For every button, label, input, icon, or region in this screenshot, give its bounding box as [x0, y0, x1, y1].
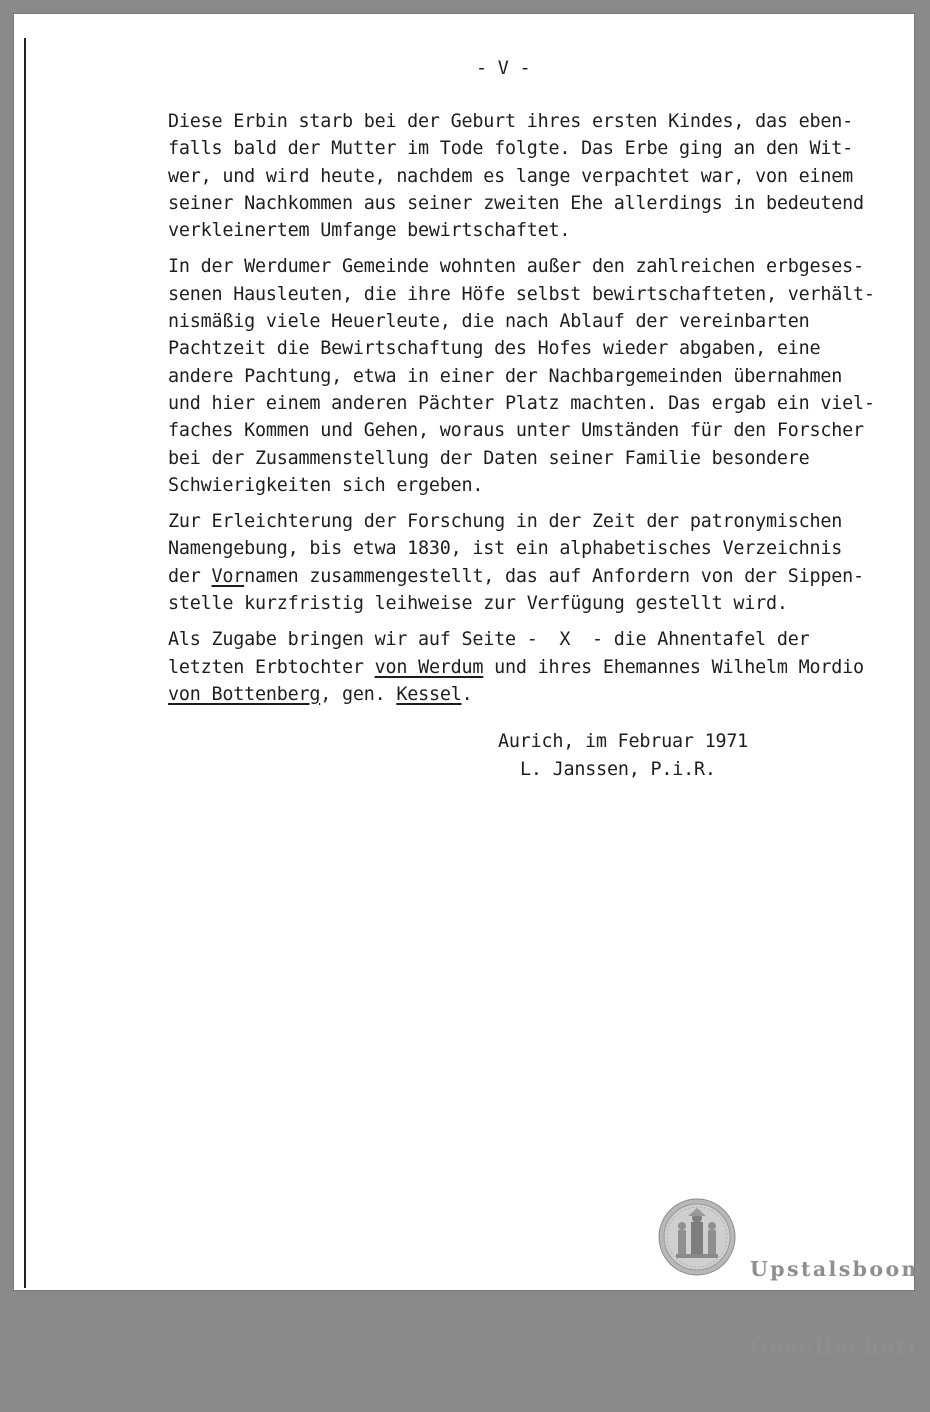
underlined-text: Vor [211, 565, 245, 587]
paragraph-4 [168, 626, 898, 708]
text-line: senen Hausleuten, die ihre Höfe selbst bewirtschafteten, verhält- [168, 283, 875, 305]
text-line: und hier einem anderen Pächter Platz machten. Das ergab ein viel- [168, 392, 875, 414]
text-line: falls bald der Mutter im Tode folgte. Das Erbe ging an den Wit- [168, 138, 853, 160]
text-line-with-underline [168, 563, 898, 590]
text-line: seiner Nachkommen aus seiner zweiten Ehe allerdings in bedeutend [168, 192, 864, 214]
text-line: wer, und wird heute, nachdem es lange verpachtet war, von einem [168, 165, 853, 187]
text-line: faches Kommen und Gehen, woraus unter Umständen für den Forscher [168, 420, 864, 442]
text-segment: und ihres Ehemannes Wilhelm Mordio [483, 656, 864, 678]
document-page [14, 14, 926, 1359]
text-line: nismäßig viele Heuerleute, die nach Ablauf der vereinbarten [168, 311, 810, 333]
text-segment: der [168, 565, 212, 587]
paragraph-1 [168, 108, 898, 244]
signature-name: L. Janssen, P.i.R. [520, 759, 716, 780]
logo-text [750, 1204, 926, 1412]
page-number: - V - [476, 58, 531, 79]
underlined-text: von Werdum [374, 656, 484, 678]
underlined-text: Kessel [396, 683, 462, 705]
paragraph-2 [168, 253, 898, 499]
text-line: Als Zugabe bringen wir auf Seite - X - die Ahnentafel der [168, 629, 810, 651]
text-segment: , gen. [320, 683, 397, 705]
text-line: In der Werdumer Gemeinde wohnten außer den zahlreichen erbgeses- [168, 256, 864, 278]
text-segment: . [461, 683, 473, 705]
text-line: andere Pachtung, etwa in einer der Nachbargemeinden übernahmen [168, 365, 843, 387]
place-date: Aurich, im Februar 1971 [498, 731, 749, 752]
text-line: Pachtzeit die Bewirtschaftung des Hofes wieder abgaben, eine [168, 338, 821, 360]
text-line-with-underline [168, 654, 898, 681]
text-segment: namen zusammengestellt, das auf Anfordern von der Sippen- [244, 565, 864, 587]
logo-line-2: Gesellschaft [750, 1335, 921, 1359]
text-line: verkleinertem Umfange bewirtschaftet. [168, 220, 571, 242]
upstalsboom-seal-icon [658, 1198, 736, 1276]
text-segment: letzten Erbtochter [168, 656, 375, 678]
text-line: Diese Erbin starb bei der Geburt ihres ersten Kindes, das eben- [168, 111, 853, 132]
paragraph-3 [168, 508, 898, 617]
logo-line-1: Upstalsboom [750, 1257, 926, 1281]
text-line: Namengebung, bis etwa 1830, ist ein alphabetisches Verzeichnis [168, 538, 843, 560]
underlined-text: von Bottenberg [168, 683, 321, 705]
text-line: bei der Zusammenstellung der Daten seiner Familie besondere [168, 447, 810, 469]
text-line: stelle kurzfristig leihweise zur Verfügung gestellt wird. [168, 593, 788, 615]
body-text [168, 108, 898, 717]
text-line: Zur Erleichterung der Forschung in der Zeit der patronymischen [168, 511, 843, 533]
text-line-with-underline [168, 681, 898, 708]
left-margin-line [24, 38, 26, 1288]
closing-block [498, 728, 748, 784]
text-line: Schwierigkeiten sich ergeben. [168, 474, 484, 496]
upstalsboom-logo [658, 1198, 926, 1359]
